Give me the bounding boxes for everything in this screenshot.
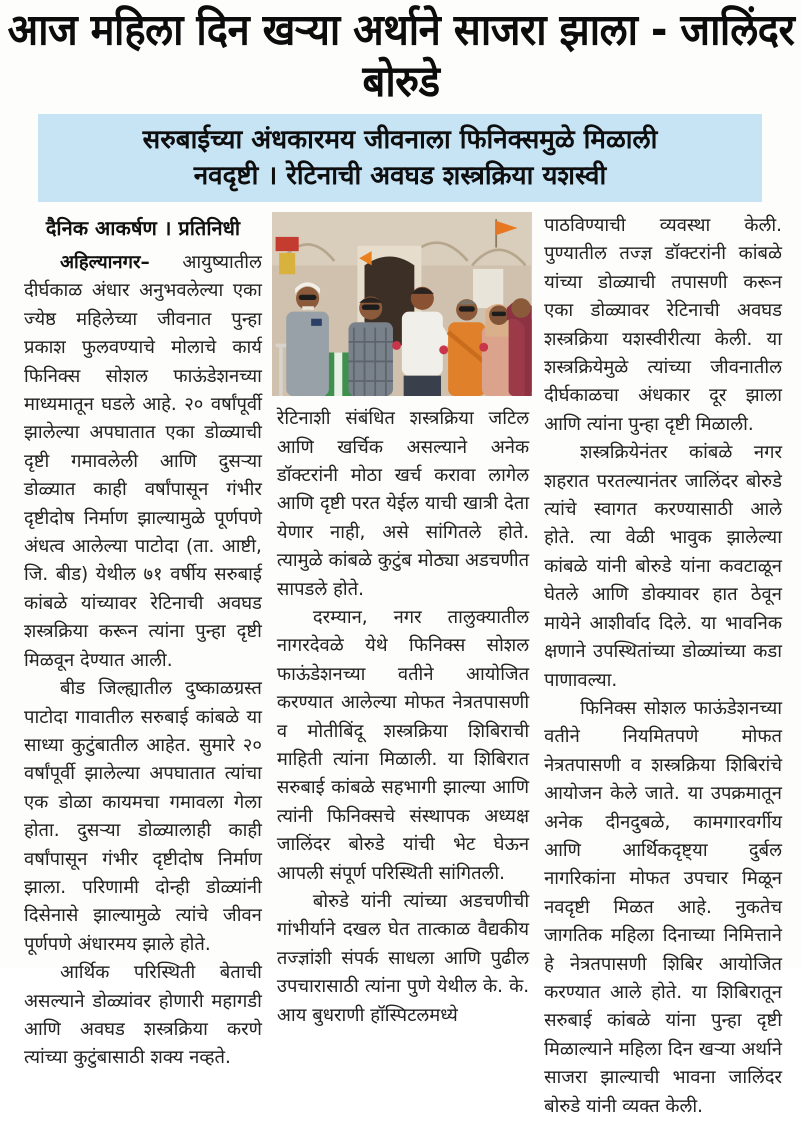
paragraph	[24, 249, 262, 675]
article-column-1	[24, 212, 262, 1121]
wall-poster	[275, 237, 298, 251]
subheadline-line-2: नवदृष्टी । रेटिनाची अवघड शस्त्रक्रिया यशस्वी	[193, 161, 607, 191]
article-photo	[272, 212, 532, 396]
paragraph: बीड जिल्ह्यातील दुष्काळग्रस्त पाटोदा गावातील सरुबाई कांबळे या साध्या कुटुंबातील आहेत. सुमारे २० वर्षांपूर्वी झालेल्या अपघातात त्यांचा एक डोळा कायमचा गमावला गेला होता. दुसऱ्या डोळ्यालाही काही वर्षांपासून गंभीर दृष्टीदोष निर्माण झाला. परिणामी दोन्ही डोळ्यांनी दिसेनासे झाल्यामुळे त्यांचे जीवन पूर्णपणे अंधारमय झाले होते.	[24, 678, 262, 955]
article-column-3	[544, 212, 782, 1121]
paragraph: दरम्यान, नगर तालुक्यातील नागरदेवळे येथे फिनिक्स सोशल फाऊंडेशनच्या वतीने आयोजित करण्यात आलेल्या मोफत नेत्रतपासणी व मोतीबिंदू शस्त्रक्रिया शिबिराची माहिती त्यांना मिळाली. या शिबिरात सरुबाई कांबळे सहभागी झाल्या आणि त्यांनी फिनिक्सचे संस्थापक अध्यक्ष जालिंदर बोरुडे यांची भेट घेऊन आपली संपूर्ण परिस्थिती सांगितली.	[276, 606, 530, 884]
temple-group-photo	[272, 212, 532, 396]
byline: दैनिक आकर्षण । प्रतिनिधी	[45, 216, 241, 240]
paragraph: पाठविण्याची व्यवस्था केली. पुण्यातील तज्ज्ञ डॉक्टरांनी कांबळे यांच्या डोळ्याची तपासणी करून एका डोळ्यावर रेटिनाची अवघड शस्त्रक्रिया यशस्वीरीत्या केली. या शस्त्रक्रियेमुळे त्यांच्या जीवनातील दीर्घकाळचा अंधकार दूर झाला आणि त्यांना पुन्हा दृष्टी मिळाली.	[544, 215, 782, 435]
person-maroon-saree-woman	[507, 298, 532, 396]
green-bag-stripe	[334, 353, 342, 397]
wall-poster	[279, 253, 295, 274]
paragraph: शस्त्रक्रियेनंतर कांबळे नगर शहरात परतल्यानंतर जालिंदर बोरुडे त्यांचे स्वागत करण्यासाठी आले होते. त्या वेळी भावुक झालेल्या कांबळे यांनी बोरुडे यांना कवटाळून घेतले आणि डोक्यावर हात ठेवून मायेने आशीर्वाद दिले. या भावनिक क्षणाने उपस्थितांच्या डोळ्यांच्या कडा पाणावल्या.	[544, 442, 782, 691]
paragraph-text: आयुष्यातील दीर्घकाळ अंधार अनुभवलेल्या एका ज्येष्ठ महिलेच्या जीवनात पुन्हा प्रकाश फुलवण्याचे मोलाचे कार्य फिनिक्स सोशल फाऊंडेशनच्या माध्यमातून घडले आहे. २० वर्षांपूर्वी झालेल्या अपघातात एका डोळ्याची दृष्टी गमावलेली आणि दुसऱ्या डोळ्यात काही वर्षांपासून गंभीर दृष्टीदोष निर्माण झाल्यामुळे पूर्णपणे अंधत्व आलेल्या पाटोदा (ता. आष्टी, जि. बीड) येथील ७१ वर्षीय सरुबाई कांबळे यांच्यावर रेटिनाची अवघड शस्त्रक्रिया करून त्यांना पुन्हा दृष्टी मिळवून देण्यात आली.	[24, 252, 262, 671]
subheadline-line-1: सरुबाईच्या अंधकारमय जीवनाला फिनिक्समुळे मिळाली	[142, 125, 658, 155]
subheadline-banner	[38, 114, 762, 202]
headline: आज महिला दिन खऱ्या अर्थाने साजरा झाला - जालिंदर बोरुडे	[7, 5, 795, 107]
paragraph: रेटिनाशी संबंधित शस्त्रक्रिया जटिल आणि खर्चिक असल्याने अनेक डॉक्टरांनी मोठा खर्च करावा लागेल आणि दृष्टी परत येईल याची खात्री देता येणार नाही, असे सांगितले होते. त्यामुळे कांबळे कुटुंब मोठ्या अडचणीत सापडले होते.	[276, 408, 530, 600]
article-column-2	[277, 212, 529, 1121]
article-body	[0, 208, 802, 1121]
dateline: अहिल्यानगर–	[60, 252, 150, 273]
wall-notice	[473, 269, 503, 308]
paragraph: बोरुडे यांनी त्यांच्या अडचणीची गांभीर्याने दखल घेत तात्काळ वैद्यकीय तज्ज्ञांशी संपर्क साधला आणि पुढील उपचारासाठी त्यांना पुणे येथील के. के. आय बुधराणी हॉस्पिटलमध्ये	[276, 891, 530, 1026]
paragraph: आर्थिक परिस्थिती बेताची असल्याने डोळ्यांवर होणारी महागडी आणि अवघड शस्त्रक्रिया करणे त्यांच्या कुटुंबासाठी शक्य नव्हते.	[24, 962, 262, 1069]
paragraph: फिनिक्स सोशल फाऊंडेशनच्या वतीने नियमितपणे मोफत नेत्रतपासणी व शस्त्रक्रिया शिबिरांचे आयोजन केले जाते. या उपक्रमातून अनेक दीनदुबळे, कामगारवर्गीय आणि आर्थिकदृष्ट्या दुर्बल नागरिकांना मोफत उपचार मिळून नवदृष्टी मिळत आहे. नुकतेच जागतिक महिला दिनाच्या निमित्ताने हे नेत्रतपासणी शिबिर आयोजित करण्यात आले होते. या शिबिरातून सरुबाई कांबळे यांना पुन्हा दृष्टी मिळाल्याने महिला दिन खऱ्या अर्थाने साजरा झाल्याची भावना जालिंदर बोरुडे यांनी व्यक्त केली.	[544, 697, 782, 1117]
